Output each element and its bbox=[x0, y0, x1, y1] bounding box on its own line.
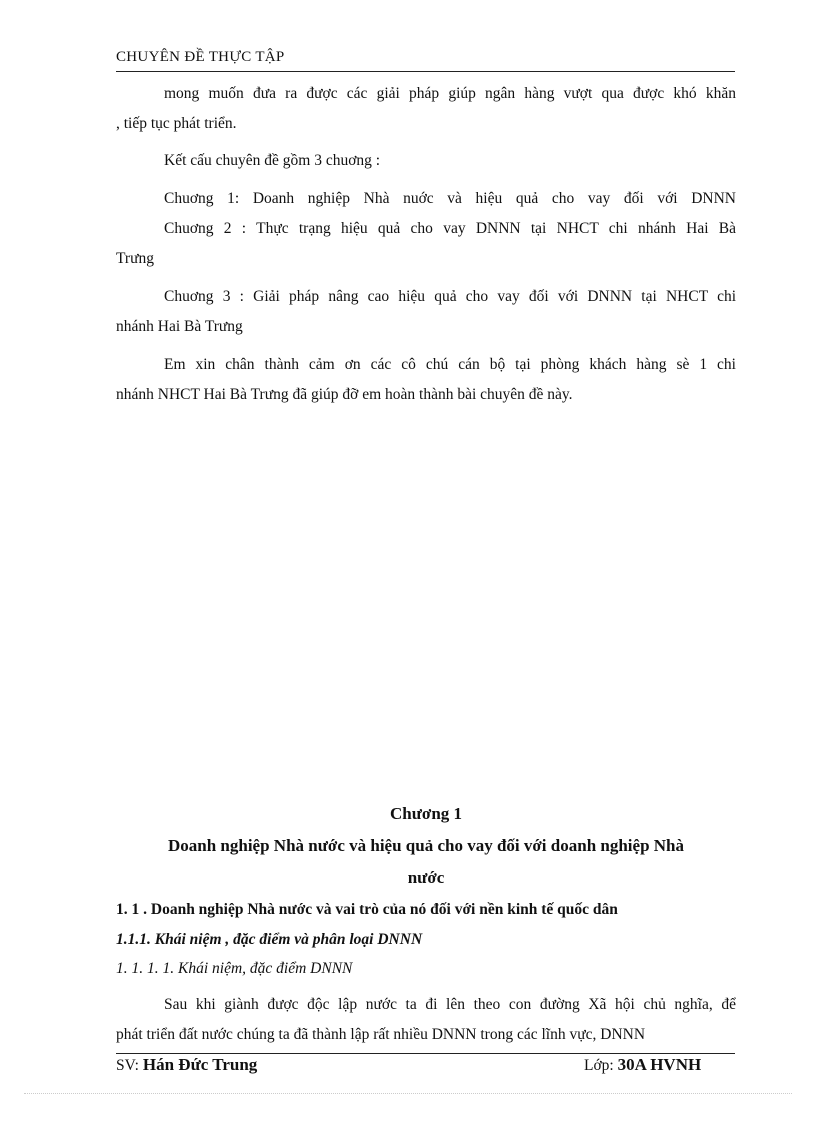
body-line-2: phát triển đất nước chúng ta đã thành lập rất nhiều DNNN trong các lĩnh vực, DNNN bbox=[116, 1026, 646, 1043]
thanks-line-2: nhánh NHCT Hai Bà Trưng đã giúp đỡ em hoàn thành bài chuyên đề này. bbox=[116, 386, 573, 403]
footer-rule bbox=[116, 1053, 735, 1054]
intro-line-1: mong muốn đưa ra được các giải pháp giúp ngân hàng vượt qua được khó khăn bbox=[164, 85, 736, 102]
intro-line-2: , tiếp tục phát triển. bbox=[116, 115, 237, 132]
chapter-2-summary-line-2: Trưng bbox=[116, 250, 154, 267]
structure-line: Kết cấu chuyên đề gồm 3 chuơng : bbox=[164, 152, 381, 169]
chapter-3-summary-line-2: nhánh Hai Bà Trưng bbox=[116, 318, 243, 335]
subsubsection-heading: 1. 1. 1. 1. Khái niệm, đặc điểm DNNN bbox=[116, 960, 353, 977]
header-rule bbox=[116, 71, 735, 72]
chapter-title-line-1: Doanh nghiệp Nhà nước và hiệu quả cho vay đối với doanh nghiệp Nhà bbox=[167, 836, 685, 855]
footer-class bbox=[584, 1055, 701, 1075]
subsection-heading: 1.1.1. Khái niệm , đặc điểm và phân loại DNNN bbox=[116, 931, 423, 948]
class-label: Lớp: bbox=[584, 1057, 614, 1074]
page-bottom-edge bbox=[24, 1093, 792, 1094]
body-line-1: Sau khi giành được độc lập nước ta đi lên theo con đường Xã hội chủ nghĩa, để bbox=[164, 996, 736, 1013]
section-heading: 1. 1 . Doanh nghiệp Nhà nước và vai trò của nó đối với nền kinh tế quốc dân bbox=[116, 901, 618, 918]
chapter-2-summary-line-1: Chuơng 2 : Thực trạng hiệu quả cho vay DNNN tại NHCT chi nhánh Hai Bà bbox=[164, 220, 736, 237]
thanks-line-1: Em xin chân thành cảm ơn các cô chú cán bộ tại phòng khách hàng sè 1 chi bbox=[164, 356, 736, 373]
class-name: 30A HVNH bbox=[617, 1055, 702, 1074]
chapter-title-line-2: nước bbox=[407, 868, 445, 887]
chapter-1-summary: Chuơng 1: Doanh nghiệp Nhà nuớc và hiệu quả cho vay đối với DNNN bbox=[164, 190, 736, 207]
page-header-title: CHUYÊN ĐỀ THỰC TẬP bbox=[116, 49, 285, 65]
footer-student bbox=[116, 1055, 257, 1075]
chapter-3-summary-line-1: Chuơng 3 : Giải pháp nâng cao hiệu quả cho vay đối với DNNN tại NHCT chi bbox=[164, 288, 736, 305]
chapter-number: Chương 1 bbox=[389, 804, 463, 823]
student-label: SV: bbox=[116, 1057, 139, 1074]
student-name: Hán Đức Trung bbox=[142, 1055, 258, 1074]
